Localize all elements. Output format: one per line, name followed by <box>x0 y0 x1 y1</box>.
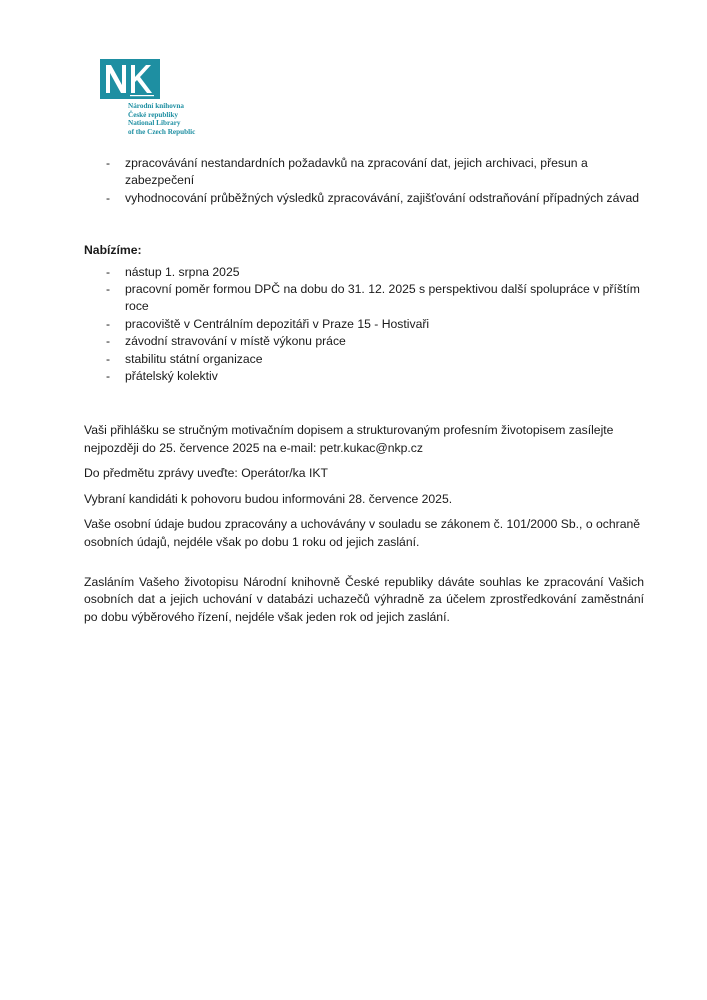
logo-line: České republiky <box>128 110 178 119</box>
list-item-text: pracovní poměr formou DPČ na dobu do 31. 12. 2025 s perspektivou další spolupráce v příštím roce <box>125 282 640 314</box>
logo-caption <box>128 102 195 136</box>
list-item-text: stabilitu státní organizace <box>125 351 263 366</box>
list-item-text: přátelský kolektiv <box>125 369 218 384</box>
subject-paragraph: Do předmětu zprávy uveďte: Operátor/ka IKT <box>84 466 328 481</box>
list-item-text: závodní stravování v místě výkonu práce <box>125 334 346 349</box>
dash-bullet: - <box>106 369 111 384</box>
document-body <box>84 155 644 626</box>
logo-line: Národní knihovna <box>128 102 184 110</box>
list-item <box>84 368 644 385</box>
list-item-text: pracoviště v Centrálním depozitáři v Praze 15 - Hostivaři <box>125 316 430 331</box>
dash-bullet: - <box>106 351 111 366</box>
list-item-text: zpracovávání nestandardních požadavků na zpracování dat, jejich archivaci, přesun a zabezpečení <box>125 156 588 188</box>
list-item <box>84 316 644 333</box>
interview-paragraph: Vybraní kandidáti k pohovoru budou informováni 28. července 2025. <box>84 491 453 506</box>
offer-heading: Nabízíme: <box>84 243 142 258</box>
dash-bullet: - <box>106 316 111 331</box>
nk-logo <box>100 59 160 99</box>
list-item <box>84 264 644 281</box>
logo-line: of the Czech Republic <box>128 127 196 136</box>
list-item <box>84 351 644 368</box>
personal-data-paragraph: Vaše osobní údaje budou zpracovány a uchovávány v souladu se zákonem č. 101/2000 Sb., o ochraně osobních údajů, nejdéle však po dobu 1 roku od jejich zaslání. <box>84 517 641 549</box>
consent-paragraph: Zasláním Vašeho životopisu Národní knihovně České republiky dáváte souhlas ke zpracování Vašich osobních dat a jejich uchování v databázi uchazečů výhradně za účelem zprostředkování zaměstnání po dobu výběrového řízení, nejdéle však jeden rok od jejich zaslání. <box>84 574 644 624</box>
dash-bullet: - <box>106 334 111 349</box>
offer-list <box>84 264 644 386</box>
list-item <box>84 281 644 316</box>
dash-bullet: - <box>106 156 111 170</box>
dash-bullet: - <box>106 264 111 279</box>
duties-list <box>84 155 644 207</box>
list-item <box>84 155 644 190</box>
list-item-text: vyhodnocování průběžných výsledků zpracovávání, zajišťování odstraňování případných závad <box>125 190 640 205</box>
list-item-text: nástup 1. srpna 2025 <box>125 264 240 279</box>
list-item <box>84 333 644 350</box>
list-item <box>84 190 644 207</box>
dash-bullet: - <box>106 190 111 205</box>
dash-bullet: - <box>106 282 111 297</box>
logo-line: National Library <box>128 119 181 128</box>
application-paragraph: Vaši přihlášku se stručným motivačním dopisem a strukturovaným profesním životopisem zasílejte nejpozději do 25. července 2025 na e-mail: petr.kukac@nkp.cz <box>84 423 614 455</box>
